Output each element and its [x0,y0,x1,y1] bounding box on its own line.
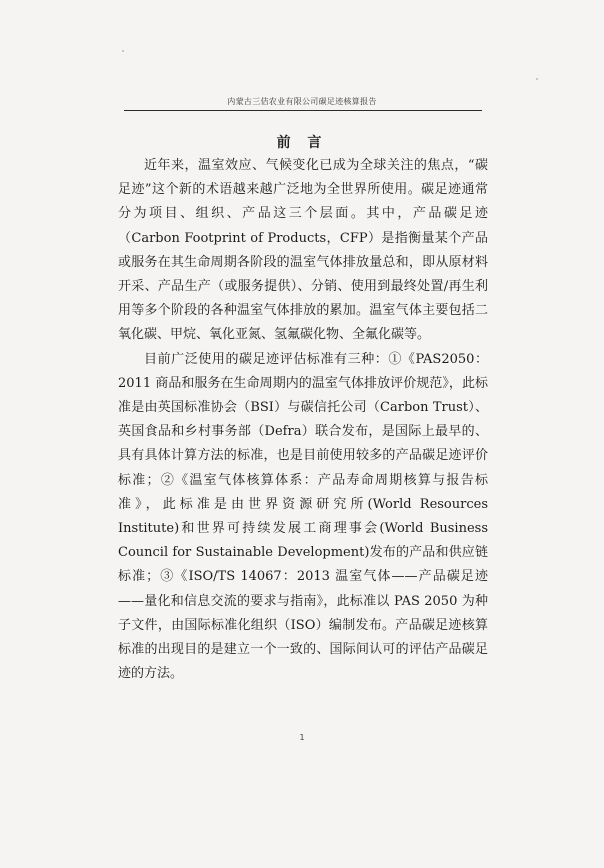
paragraph-intro: 近年来，温室效应、气候变化已成为全球关注的焦点，“碳足迹”这个新的术语越来越广泛地为全世界所使用。碳足迹通常分为项目、组织、产品这三个层面。其中，产品碳足迹（Carbon Footprint of Products，CFP）是指衡量某个产品或服务在其生命周期各阶段的温室气体排放量总和，即从原材料开采、产品生产（或服务提供）、分销、使用到最终处置/再生利用等多个阶段的各种温室气体排放的累加。温室气体主要包括二氧化碳、甲烷、氧化亚氮、氢氟碳化物、全氟化碳等。 [118,158,488,343]
page-number: 1 [299,733,305,742]
section-title: 前 言 [276,135,328,151]
scan-speck [536,78,538,80]
scan-speck [122,50,124,52]
body-text [118,154,488,686]
paragraph-standards: 目前广泛使用的碳足迹评估标准有三种：①《PAS2050：2011 商品和服务在生命周期内的温室气体排放评价规范》，此标准是由英国标准协会（BSI）与碳信托公司（Carbon Trust）、英国食品和乡村事务部（Defra）联合发布，是国际上最早的、具有具体计算方法的标准，也是目前使用较多的产品碳足迹评价标准；②《温室气体核算体系：产品寿命周期核算与报告标准》，此标准是由世界资源研究所(World Resources Institute)和世界可持续发展工商理事会(World Business Council for Sustainable Development)发布的产品和供应链标准；③《ISO/TS 14067：2013 温室气体——产品碳足迹——量化和信息交流的要求与指南》，此标准以 PAS 2050 为种子文件，由国际标准化组织（ISO）编制发布。产品碳足迹核算标准的出现目的是建立一个一致的、国际间认可的评估产品碳足迹的方法。 [118,351,488,682]
header-rule [124,110,482,111]
running-header: 内蒙古三佶农业有限公司碳足迹核算报告 [227,97,377,106]
